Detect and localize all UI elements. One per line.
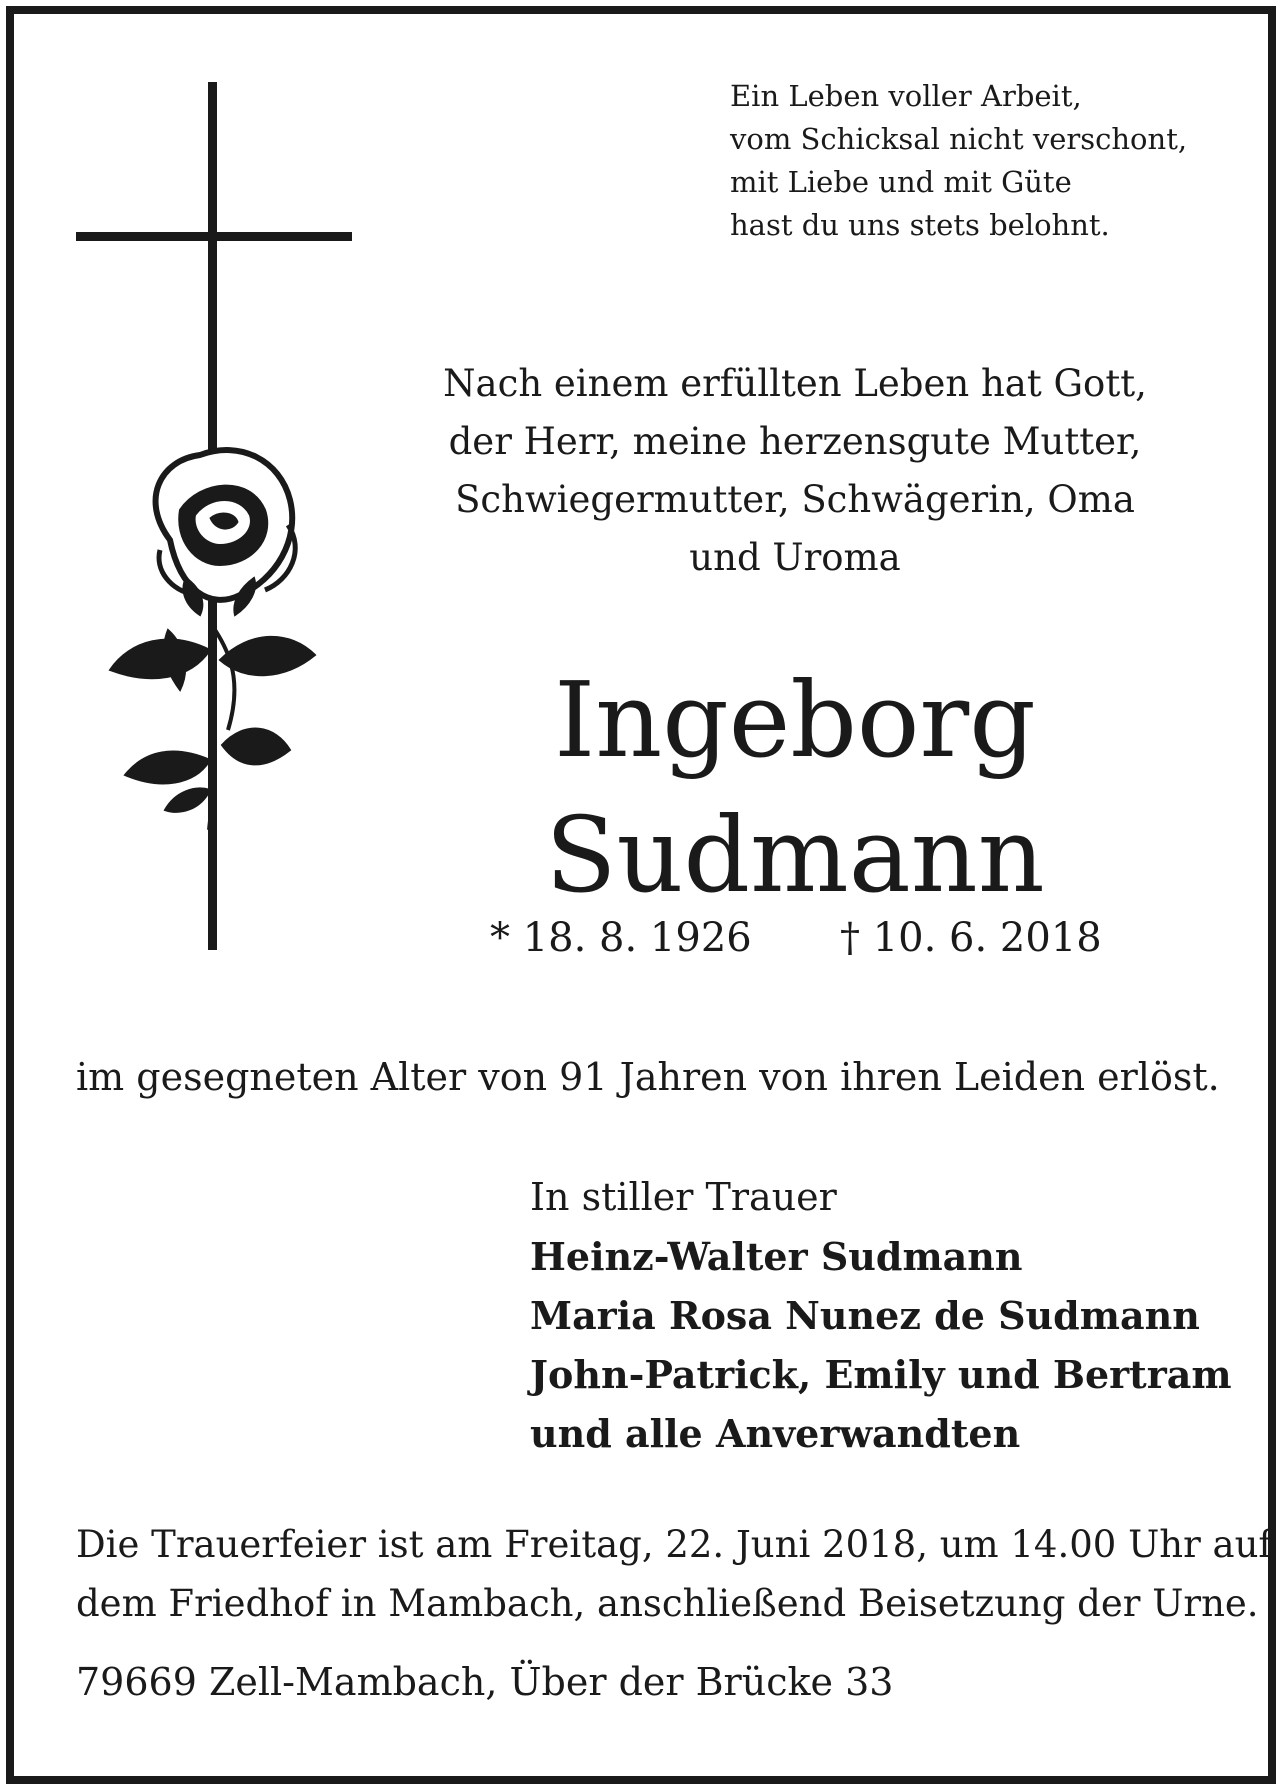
motto-poem (730, 75, 1187, 247)
funeral-line: dem Friedhof in Mambach, anschließend Beisetzung der Urne. (76, 1582, 1259, 1625)
age-statement: im gesegneten Alter von 91 Jahren von ihren Leiden erlöst. (76, 1055, 1220, 1099)
mourner-name: John-Patrick, Emily und Bertram (530, 1352, 1232, 1397)
mourner-name: Maria Rosa Nunez de Sudmann (530, 1293, 1200, 1338)
birth-date: * 18. 8. 1926 (490, 915, 752, 961)
cross-with-rose-icon (60, 70, 380, 970)
mourners-lead: In stiller Trauer (530, 1175, 837, 1219)
deceased-last-name: Sudmann (545, 794, 1045, 916)
deceased-first-name: Ingeborg (554, 659, 1036, 781)
death-date: † 10. 6. 2018 (840, 915, 1102, 961)
motto-line: hast du uns stets belohnt. (730, 208, 1110, 242)
family-address: 79669 Zell-Mambach, Über der Brücke 33 (76, 1660, 894, 1704)
mourner-name: und alle Anverwandten (530, 1411, 1021, 1456)
motto-line: Ein Leben voller Arbeit, (730, 79, 1082, 113)
intro-line: Schwiegermutter, Schwägerin, Oma (455, 478, 1135, 521)
intro-text (395, 355, 1195, 587)
intro-line: und Uroma (689, 536, 901, 579)
intro-line: Nach einem erfüllten Leben hat Gott, (443, 362, 1147, 405)
mourners-block (530, 1168, 1232, 1463)
motto-line: mit Liebe und mit Güte (730, 165, 1072, 199)
intro-line: der Herr, meine herzensgute Mutter, (448, 420, 1142, 463)
motto-line: vom Schicksal nicht verschont, (730, 122, 1188, 156)
funeral-line: Die Trauerfeier ist am Freitag, 22. Juni 2018, um 14.00 Uhr auf (76, 1523, 1273, 1566)
funeral-info (76, 1515, 1272, 1633)
rose-icon (110, 450, 315, 830)
mourner-name: Heinz-Walter Sudmann (530, 1234, 1023, 1279)
